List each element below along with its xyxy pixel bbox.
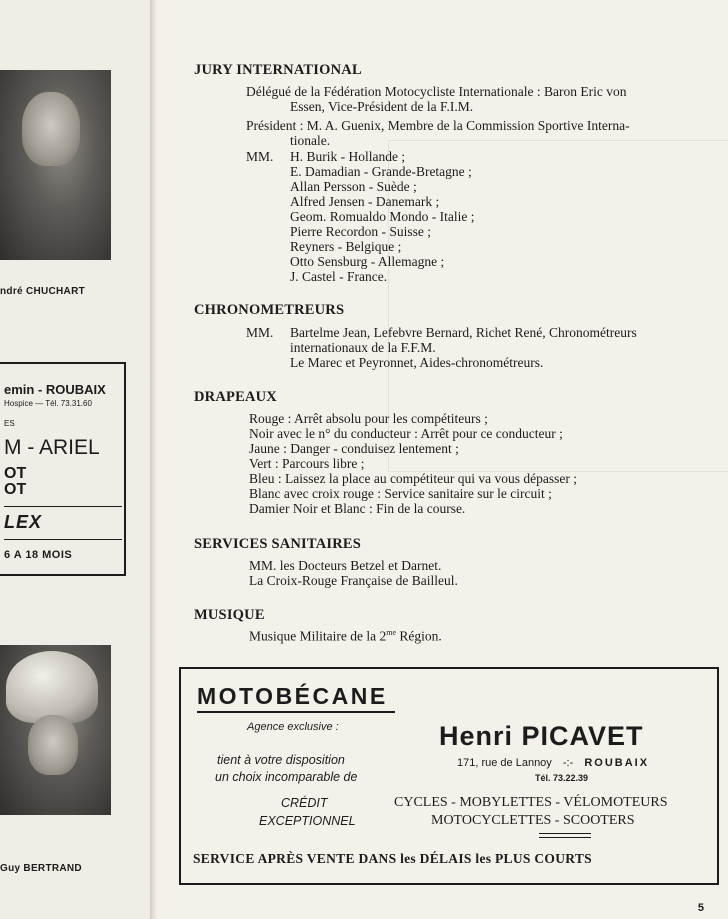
heading-services-sanitaires: SERVICES SANITAIRES: [194, 536, 362, 552]
musique-superscript: me: [386, 628, 397, 637]
text-line: Bleu : Laissez la place au compétiteur qui va vous dépasser ;: [249, 471, 578, 486]
text-line: Reyners - Belgique ;: [290, 239, 402, 254]
left-ad-line: OT: [4, 481, 27, 498]
text-line: E. Damadian - Grande-Bretagne ;: [290, 164, 472, 179]
left-ad-line: Hospice — Tél. 73.31.60: [4, 399, 92, 408]
left-advertisement: [0, 362, 126, 576]
text-line: Pierre Recordon - Suisse ;: [290, 224, 431, 239]
heading-drapeaux: DRAPEAUX: [194, 389, 277, 405]
text-line: MM.: [246, 149, 274, 164]
ad-offer-line: un choix incomparable de: [215, 770, 358, 784]
left-ad-line: OT: [4, 465, 27, 482]
left-ad-divider: [4, 506, 122, 507]
text-line: Le Marec et Peyronnet, Aides-chronométreurs.: [290, 355, 544, 370]
text-line: La Croix-Rouge Française de Bailleul.: [249, 573, 458, 588]
text-line: Blanc avec croix rouge : Service sanitaire sur le circuit ;: [249, 486, 552, 501]
ad-products-line: MOTOCYCLETTES - SCOOTERS: [431, 813, 635, 828]
ad-address: [457, 757, 649, 769]
page-number: 5: [697, 902, 704, 914]
ad-products-underline: [539, 837, 591, 838]
portrait-photo-bertrand: [0, 645, 111, 815]
right-page: [158, 0, 728, 919]
text-line: MM. les Docteurs Betzel et Darnet.: [249, 558, 442, 573]
text-line: Jaune : Danger - conduisez lentement ;: [249, 441, 459, 456]
text-line: Damier Noir et Blanc : Fin de la course.: [249, 501, 466, 516]
ad-offer-line: tient à votre disposition: [217, 753, 345, 767]
text-line: Délégué de la Fédération Motocycliste Internationale : Baron Eric von: [246, 84, 627, 99]
text-line: MM.: [246, 325, 274, 340]
text-line: J. Castel - France.: [290, 269, 388, 284]
musique-text-end: Région.: [396, 628, 442, 644]
text-line: Noir avec le n° du conducteur : Arrêt pour ce conducteur ;: [249, 426, 563, 441]
text-line: Alfred Jensen - Danemark ;: [290, 194, 440, 209]
helmet-icon: [6, 651, 98, 723]
ad-address-city: ROUBAIX: [584, 757, 650, 769]
ad-agency: Agence exclusive :: [247, 721, 339, 733]
text-line: Essen, Vice-Président de la F.I.M.: [290, 99, 474, 114]
heading-jury: JURY INTERNATIONAL: [194, 62, 362, 78]
text-line: internationaux de la F.F.M.: [290, 340, 436, 355]
text-line: tionale.: [290, 133, 331, 148]
ad-address-street: 171, rue de Lannoy: [457, 757, 552, 769]
text-line: Bartelme Jean, Lefebvre Bernard, Richet René, Chronométreurs: [290, 325, 637, 340]
ad-address-separator: -:-: [562, 757, 574, 769]
page-fold: [150, 0, 158, 919]
text-line-musique: [249, 628, 442, 645]
left-page: [0, 0, 150, 919]
portrait-photo-chuchart: [0, 70, 111, 260]
text-line: Vert : Parcours libre ;: [249, 456, 365, 471]
left-ad-line: 6 A 18 MOIS: [4, 549, 73, 561]
text-line: Allan Persson - Suède ;: [290, 179, 417, 194]
ad-service-line: SERVICE APRÈS VENTE DANS les DÉLAIS les PLUS COURTS: [193, 851, 592, 866]
left-ad-line: emin - ROUBAIX: [4, 382, 106, 397]
left-ad-line: ES: [4, 419, 15, 428]
motobecane-advertisement: [179, 667, 719, 885]
text-line: H. Burik - Hollande ;: [290, 149, 406, 164]
ad-products-line: CYCLES - MOBYLETTES - VÉLOMOTEURS: [394, 795, 668, 810]
text-line: Rouge : Arrêt absolu pour les compétiteurs ;: [249, 411, 488, 426]
text-line: Geom. Romualdo Mondo - Italie ;: [290, 209, 475, 224]
heading-musique: MUSIQUE: [194, 607, 265, 623]
left-ad-line: LEX: [4, 512, 43, 532]
ad-telephone: Tél. 73.22.39: [535, 773, 589, 783]
left-ad-divider: [4, 539, 122, 540]
left-ad-line: M - ARIEL: [4, 436, 100, 459]
ad-credit-line: CRÉDIT: [281, 796, 328, 810]
text-line: Président : M. A. Guenix, Membre de la Commission Sportive Interna-: [246, 118, 630, 133]
musique-text: Musique Militaire de la 2: [249, 628, 387, 644]
photo-caption-chuchart: ndré CHUCHART: [0, 286, 86, 297]
photo-caption-bertrand: Guy BERTRAND: [0, 863, 82, 874]
ad-products-underline: [539, 833, 591, 834]
ad-credit-line: EXCEPTIONNEL: [259, 814, 356, 828]
portrait-face: [22, 92, 80, 166]
ad-brand-underline: [197, 711, 395, 713]
ad-brand: MOTOBÉCANE: [197, 683, 388, 709]
ad-dealer-name: Henri PICAVET: [439, 721, 644, 751]
heading-chronometreurs: CHRONOMETREURS: [194, 302, 345, 318]
portrait-face: [28, 715, 78, 775]
text-line: Otto Sensburg - Allemagne ;: [290, 254, 445, 269]
